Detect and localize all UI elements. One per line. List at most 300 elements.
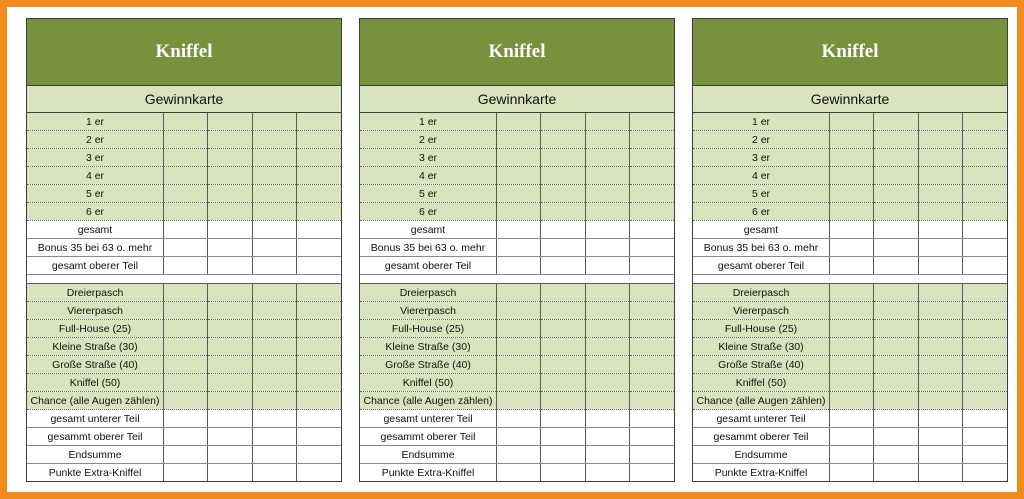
score-cell[interactable] — [963, 428, 1007, 446]
score-cell[interactable] — [252, 428, 296, 446]
score-cell[interactable] — [830, 392, 874, 410]
score-cell[interactable] — [918, 257, 962, 275]
score-cell[interactable] — [252, 239, 296, 257]
score-cell[interactable] — [830, 446, 874, 464]
score-cell[interactable] — [497, 149, 541, 167]
score-cell[interactable] — [252, 221, 296, 239]
score-cell[interactable] — [830, 428, 874, 446]
score-cell[interactable] — [541, 257, 585, 275]
score-cell[interactable] — [164, 203, 208, 221]
score-cell[interactable] — [164, 338, 208, 356]
score-cell[interactable] — [497, 302, 541, 320]
score-cell[interactable] — [297, 320, 341, 338]
score-cell[interactable] — [963, 338, 1007, 356]
score-cell[interactable] — [585, 131, 629, 149]
score-cell[interactable] — [963, 203, 1007, 221]
score-cell[interactable] — [630, 149, 674, 167]
score-cell[interactable] — [630, 167, 674, 185]
score-cell[interactable] — [497, 320, 541, 338]
score-cell[interactable] — [497, 428, 541, 446]
score-cell[interactable] — [297, 257, 341, 275]
score-row — [27, 203, 341, 221]
score-cell[interactable] — [497, 374, 541, 392]
score-cell[interactable] — [297, 185, 341, 203]
row-label: Große Straße (40) — [360, 356, 497, 374]
card-subtitle: Gewinnkarte — [693, 86, 1007, 113]
score-cell[interactable] — [830, 203, 874, 221]
score-cell[interactable] — [630, 374, 674, 392]
score-cell[interactable] — [208, 131, 252, 149]
score-cell[interactable] — [497, 203, 541, 221]
score-row — [693, 167, 1007, 185]
score-cell[interactable] — [252, 257, 296, 275]
score-cell[interactable] — [252, 113, 296, 131]
score-cell[interactable] — [164, 239, 208, 257]
score-row — [360, 185, 674, 203]
score-cell[interactable] — [252, 185, 296, 203]
score-cell[interactable] — [208, 410, 252, 428]
score-row — [693, 392, 1007, 410]
score-cell[interactable] — [874, 221, 918, 239]
score-cell[interactable] — [830, 464, 874, 482]
score-cell[interactable] — [630, 392, 674, 410]
score-cell[interactable] — [963, 221, 1007, 239]
score-cell[interactable] — [874, 239, 918, 257]
score-cell[interactable] — [874, 392, 918, 410]
score-cell[interactable] — [585, 356, 629, 374]
score-cell[interactable] — [630, 257, 674, 275]
score-cell[interactable] — [208, 284, 252, 302]
score-cell[interactable] — [585, 320, 629, 338]
row-label: Große Straße (40) — [27, 356, 164, 374]
score-cell[interactable] — [830, 113, 874, 131]
score-cell[interactable] — [874, 284, 918, 302]
score-cell[interactable] — [541, 410, 585, 428]
score-cell[interactable] — [830, 356, 874, 374]
score-cell[interactable] — [164, 356, 208, 374]
score-cell[interactable] — [208, 428, 252, 446]
score-cell[interactable] — [830, 374, 874, 392]
score-cell[interactable] — [874, 428, 918, 446]
row-label: Kleine Straße (30) — [360, 338, 497, 356]
score-cell[interactable] — [208, 203, 252, 221]
score-cell[interactable] — [252, 149, 296, 167]
score-cell[interactable] — [630, 284, 674, 302]
score-cell[interactable] — [585, 464, 629, 482]
score-cell[interactable] — [874, 185, 918, 203]
score-cell[interactable] — [585, 284, 629, 302]
score-row — [360, 338, 674, 356]
score-cell[interactable] — [541, 356, 585, 374]
score-cell[interactable] — [164, 374, 208, 392]
score-cell[interactable] — [918, 464, 962, 482]
score-cell[interactable] — [830, 302, 874, 320]
row-label: Punkte Extra-Kniffel — [360, 464, 497, 482]
score-cell[interactable] — [541, 203, 585, 221]
score-cell[interactable] — [297, 113, 341, 131]
score-cell[interactable] — [874, 302, 918, 320]
score-cell[interactable] — [963, 410, 1007, 428]
score-cell[interactable] — [541, 374, 585, 392]
row-label: 2 er — [693, 131, 830, 149]
score-row — [693, 203, 1007, 221]
score-cell[interactable] — [208, 338, 252, 356]
score-cell[interactable] — [541, 464, 585, 482]
score-cell[interactable] — [164, 410, 208, 428]
score-cell[interactable] — [208, 257, 252, 275]
score-cell[interactable] — [164, 428, 208, 446]
score-row — [360, 131, 674, 149]
score-cell[interactable] — [874, 464, 918, 482]
score-cell[interactable] — [164, 320, 208, 338]
score-cell[interactable] — [297, 167, 341, 185]
score-cell[interactable] — [874, 113, 918, 131]
score-cell[interactable] — [963, 446, 1007, 464]
score-row — [27, 374, 341, 392]
row-label: Punkte Extra-Kniffel — [27, 464, 164, 482]
score-cell[interactable] — [874, 149, 918, 167]
score-cell[interactable] — [963, 464, 1007, 482]
score-row — [693, 221, 1007, 239]
score-cell[interactable] — [208, 221, 252, 239]
score-cell[interactable] — [874, 203, 918, 221]
score-cell[interactable] — [874, 338, 918, 356]
score-cell[interactable] — [918, 113, 962, 131]
score-cell[interactable] — [630, 239, 674, 257]
score-cell[interactable] — [830, 284, 874, 302]
score-cell[interactable] — [252, 464, 296, 482]
score-cell[interactable] — [208, 374, 252, 392]
score-cell[interactable] — [208, 392, 252, 410]
row-label: 1 er — [27, 113, 164, 131]
score-cell[interactable] — [963, 239, 1007, 257]
score-cell[interactable] — [208, 356, 252, 374]
score-cell[interactable] — [630, 113, 674, 131]
score-cell[interactable] — [497, 410, 541, 428]
score-cell[interactable] — [874, 374, 918, 392]
score-cell[interactable] — [297, 464, 341, 482]
score-cell[interactable] — [918, 320, 962, 338]
score-cell[interactable] — [297, 446, 341, 464]
score-cell[interactable] — [541, 428, 585, 446]
score-cell[interactable] — [497, 284, 541, 302]
score-cell[interactable] — [585, 203, 629, 221]
score-cell[interactable] — [297, 203, 341, 221]
score-cell[interactable] — [874, 131, 918, 149]
score-cell[interactable] — [918, 239, 962, 257]
score-cell[interactable] — [963, 185, 1007, 203]
score-cell[interactable] — [630, 428, 674, 446]
score-cell[interactable] — [297, 284, 341, 302]
section-divider — [27, 275, 341, 284]
score-cell[interactable] — [252, 374, 296, 392]
score-cell[interactable] — [918, 338, 962, 356]
row-label: Bonus 35 bei 63 o. mehr — [27, 239, 164, 257]
score-row — [360, 257, 674, 275]
score-cell[interactable] — [830, 149, 874, 167]
score-cell[interactable] — [585, 149, 629, 167]
score-cell[interactable] — [164, 221, 208, 239]
score-cell[interactable] — [830, 257, 874, 275]
score-row — [693, 284, 1007, 302]
row-label: 5 er — [27, 185, 164, 203]
score-cell[interactable] — [874, 410, 918, 428]
score-cell[interactable] — [541, 167, 585, 185]
score-cell[interactable] — [297, 410, 341, 428]
score-cell[interactable] — [830, 239, 874, 257]
score-cell[interactable] — [497, 113, 541, 131]
score-cell[interactable] — [585, 239, 629, 257]
score-cell[interactable] — [585, 167, 629, 185]
score-cell[interactable] — [164, 131, 208, 149]
score-row — [693, 302, 1007, 320]
score-cell[interactable] — [585, 410, 629, 428]
score-cell[interactable] — [164, 464, 208, 482]
score-cell[interactable] — [541, 320, 585, 338]
score-cell[interactable] — [541, 338, 585, 356]
score-cell[interactable] — [830, 320, 874, 338]
row-label: Chance (alle Augen zählen) — [360, 392, 497, 410]
score-cell[interactable] — [164, 302, 208, 320]
score-row — [27, 113, 341, 131]
score-cell[interactable] — [497, 131, 541, 149]
score-cell[interactable] — [585, 257, 629, 275]
score-cell[interactable] — [918, 131, 962, 149]
score-cell[interactable] — [164, 113, 208, 131]
score-cell[interactable] — [164, 185, 208, 203]
row-label: Große Straße (40) — [693, 356, 830, 374]
score-cell[interactable] — [541, 446, 585, 464]
score-cell[interactable] — [963, 131, 1007, 149]
score-cell[interactable] — [918, 167, 962, 185]
score-cell[interactable] — [630, 446, 674, 464]
score-cell[interactable] — [963, 392, 1007, 410]
score-cell[interactable] — [541, 185, 585, 203]
score-row — [693, 356, 1007, 374]
score-cell[interactable] — [830, 185, 874, 203]
score-row — [360, 239, 674, 257]
score-cell[interactable] — [252, 356, 296, 374]
score-cell[interactable] — [630, 302, 674, 320]
score-cell[interactable] — [585, 113, 629, 131]
score-cell[interactable] — [963, 167, 1007, 185]
score-cell[interactable] — [918, 302, 962, 320]
score-cell[interactable] — [585, 428, 629, 446]
score-cell[interactable] — [297, 392, 341, 410]
score-cell[interactable] — [252, 320, 296, 338]
row-label: 3 er — [27, 149, 164, 167]
score-cell[interactable] — [208, 113, 252, 131]
score-row — [27, 149, 341, 167]
score-cell[interactable] — [918, 284, 962, 302]
score-cell[interactable] — [497, 167, 541, 185]
row-label: 4 er — [27, 167, 164, 185]
card-subtitle: Gewinnkarte — [27, 86, 341, 113]
row-label: gesammt oberer Teil — [27, 428, 164, 446]
score-cell[interactable] — [164, 149, 208, 167]
score-cell[interactable] — [541, 149, 585, 167]
score-cell[interactable] — [297, 338, 341, 356]
score-cell[interactable] — [252, 284, 296, 302]
row-label: 6 er — [693, 203, 830, 221]
score-cell[interactable] — [585, 221, 629, 239]
score-cell[interactable] — [963, 320, 1007, 338]
score-cell[interactable] — [918, 356, 962, 374]
score-cell[interactable] — [252, 392, 296, 410]
score-cell[interactable] — [630, 338, 674, 356]
score-row — [360, 221, 674, 239]
score-row — [360, 356, 674, 374]
row-label: Full-House (25) — [27, 320, 164, 338]
score-row — [693, 113, 1007, 131]
score-cell[interactable] — [208, 302, 252, 320]
score-cell[interactable] — [208, 149, 252, 167]
score-cell[interactable] — [497, 221, 541, 239]
score-cell[interactable] — [630, 356, 674, 374]
score-cell[interactable] — [585, 185, 629, 203]
score-cell[interactable] — [497, 338, 541, 356]
score-cell[interactable] — [208, 167, 252, 185]
score-cell[interactable] — [630, 131, 674, 149]
row-label: gesamt — [693, 221, 830, 239]
score-cell[interactable] — [585, 302, 629, 320]
score-cell[interactable] — [585, 392, 629, 410]
score-cell[interactable] — [918, 410, 962, 428]
row-label: gesamt — [27, 221, 164, 239]
score-cell[interactable] — [297, 428, 341, 446]
score-cell[interactable] — [585, 338, 629, 356]
score-cell[interactable] — [918, 221, 962, 239]
score-cell[interactable] — [297, 302, 341, 320]
score-cell[interactable] — [918, 374, 962, 392]
score-cell[interactable] — [208, 239, 252, 257]
score-cell[interactable] — [830, 131, 874, 149]
score-cell[interactable] — [630, 410, 674, 428]
score-cell[interactable] — [208, 320, 252, 338]
score-row — [360, 392, 674, 410]
score-cell[interactable] — [541, 239, 585, 257]
score-cell[interactable] — [252, 410, 296, 428]
score-cell[interactable] — [918, 392, 962, 410]
score-cell[interactable] — [497, 392, 541, 410]
score-row — [27, 356, 341, 374]
score-cell[interactable] — [164, 392, 208, 410]
score-cell[interactable] — [164, 257, 208, 275]
score-row — [360, 302, 674, 320]
score-cell[interactable] — [497, 464, 541, 482]
score-cell[interactable] — [541, 302, 585, 320]
score-row — [27, 221, 341, 239]
score-cell[interactable] — [497, 356, 541, 374]
score-cell[interactable] — [830, 410, 874, 428]
row-label: 5 er — [693, 185, 830, 203]
score-cell[interactable] — [297, 131, 341, 149]
score-cell[interactable] — [297, 149, 341, 167]
score-cell[interactable] — [918, 185, 962, 203]
score-cell[interactable] — [630, 320, 674, 338]
score-cell[interactable] — [874, 446, 918, 464]
score-cell[interactable] — [541, 113, 585, 131]
score-row — [27, 239, 341, 257]
score-cell[interactable] — [630, 464, 674, 482]
score-cell[interactable] — [297, 239, 341, 257]
score-cell[interactable] — [874, 167, 918, 185]
score-cell[interactable] — [874, 356, 918, 374]
score-cell[interactable] — [208, 464, 252, 482]
score-cell[interactable] — [541, 392, 585, 410]
score-cell[interactable] — [252, 446, 296, 464]
score-cell[interactable] — [297, 356, 341, 374]
score-cell[interactable] — [585, 374, 629, 392]
score-cell[interactable] — [963, 113, 1007, 131]
score-row — [693, 320, 1007, 338]
score-row — [27, 392, 341, 410]
score-cell[interactable] — [541, 131, 585, 149]
score-cell[interactable] — [963, 374, 1007, 392]
score-cell[interactable] — [630, 221, 674, 239]
score-cell[interactable] — [918, 428, 962, 446]
score-cell[interactable] — [497, 446, 541, 464]
score-cell[interactable] — [541, 284, 585, 302]
score-cell[interactable] — [963, 284, 1007, 302]
score-cell[interactable] — [252, 338, 296, 356]
score-cell[interactable] — [497, 239, 541, 257]
score-cell[interactable] — [252, 131, 296, 149]
score-cell[interactable] — [164, 167, 208, 185]
score-cell[interactable] — [830, 167, 874, 185]
score-cell[interactable] — [918, 149, 962, 167]
score-cell[interactable] — [497, 257, 541, 275]
score-cell[interactable] — [830, 338, 874, 356]
row-label: Bonus 35 bei 63 o. mehr — [693, 239, 830, 257]
score-cell[interactable] — [918, 203, 962, 221]
score-cell[interactable] — [963, 356, 1007, 374]
score-cell[interactable] — [963, 257, 1007, 275]
score-cell[interactable] — [541, 221, 585, 239]
score-cell[interactable] — [208, 185, 252, 203]
score-row — [27, 257, 341, 275]
score-cell[interactable] — [297, 221, 341, 239]
score-cell[interactable] — [918, 446, 962, 464]
score-row — [693, 239, 1007, 257]
score-row — [27, 464, 341, 482]
score-cell[interactable] — [497, 185, 541, 203]
score-cell[interactable] — [252, 203, 296, 221]
score-cell[interactable] — [208, 446, 252, 464]
score-cell[interactable] — [874, 320, 918, 338]
score-row — [360, 203, 674, 221]
score-cell[interactable] — [874, 257, 918, 275]
score-cell[interactable] — [963, 302, 1007, 320]
row-label: gesamt unterer Teil — [27, 410, 164, 428]
score-cell[interactable] — [297, 374, 341, 392]
score-cell[interactable] — [164, 284, 208, 302]
score-cell[interactable] — [630, 185, 674, 203]
score-cell[interactable] — [830, 221, 874, 239]
score-row — [27, 320, 341, 338]
score-cell[interactable] — [585, 446, 629, 464]
row-label: Full-House (25) — [693, 320, 830, 338]
score-cell[interactable] — [252, 167, 296, 185]
row-label: 4 er — [360, 167, 497, 185]
score-cell[interactable] — [963, 149, 1007, 167]
score-cell[interactable] — [630, 203, 674, 221]
score-row — [693, 338, 1007, 356]
score-cell[interactable] — [164, 446, 208, 464]
score-row — [693, 428, 1007, 446]
row-label: Kleine Straße (30) — [27, 338, 164, 356]
score-cell[interactable] — [252, 302, 296, 320]
